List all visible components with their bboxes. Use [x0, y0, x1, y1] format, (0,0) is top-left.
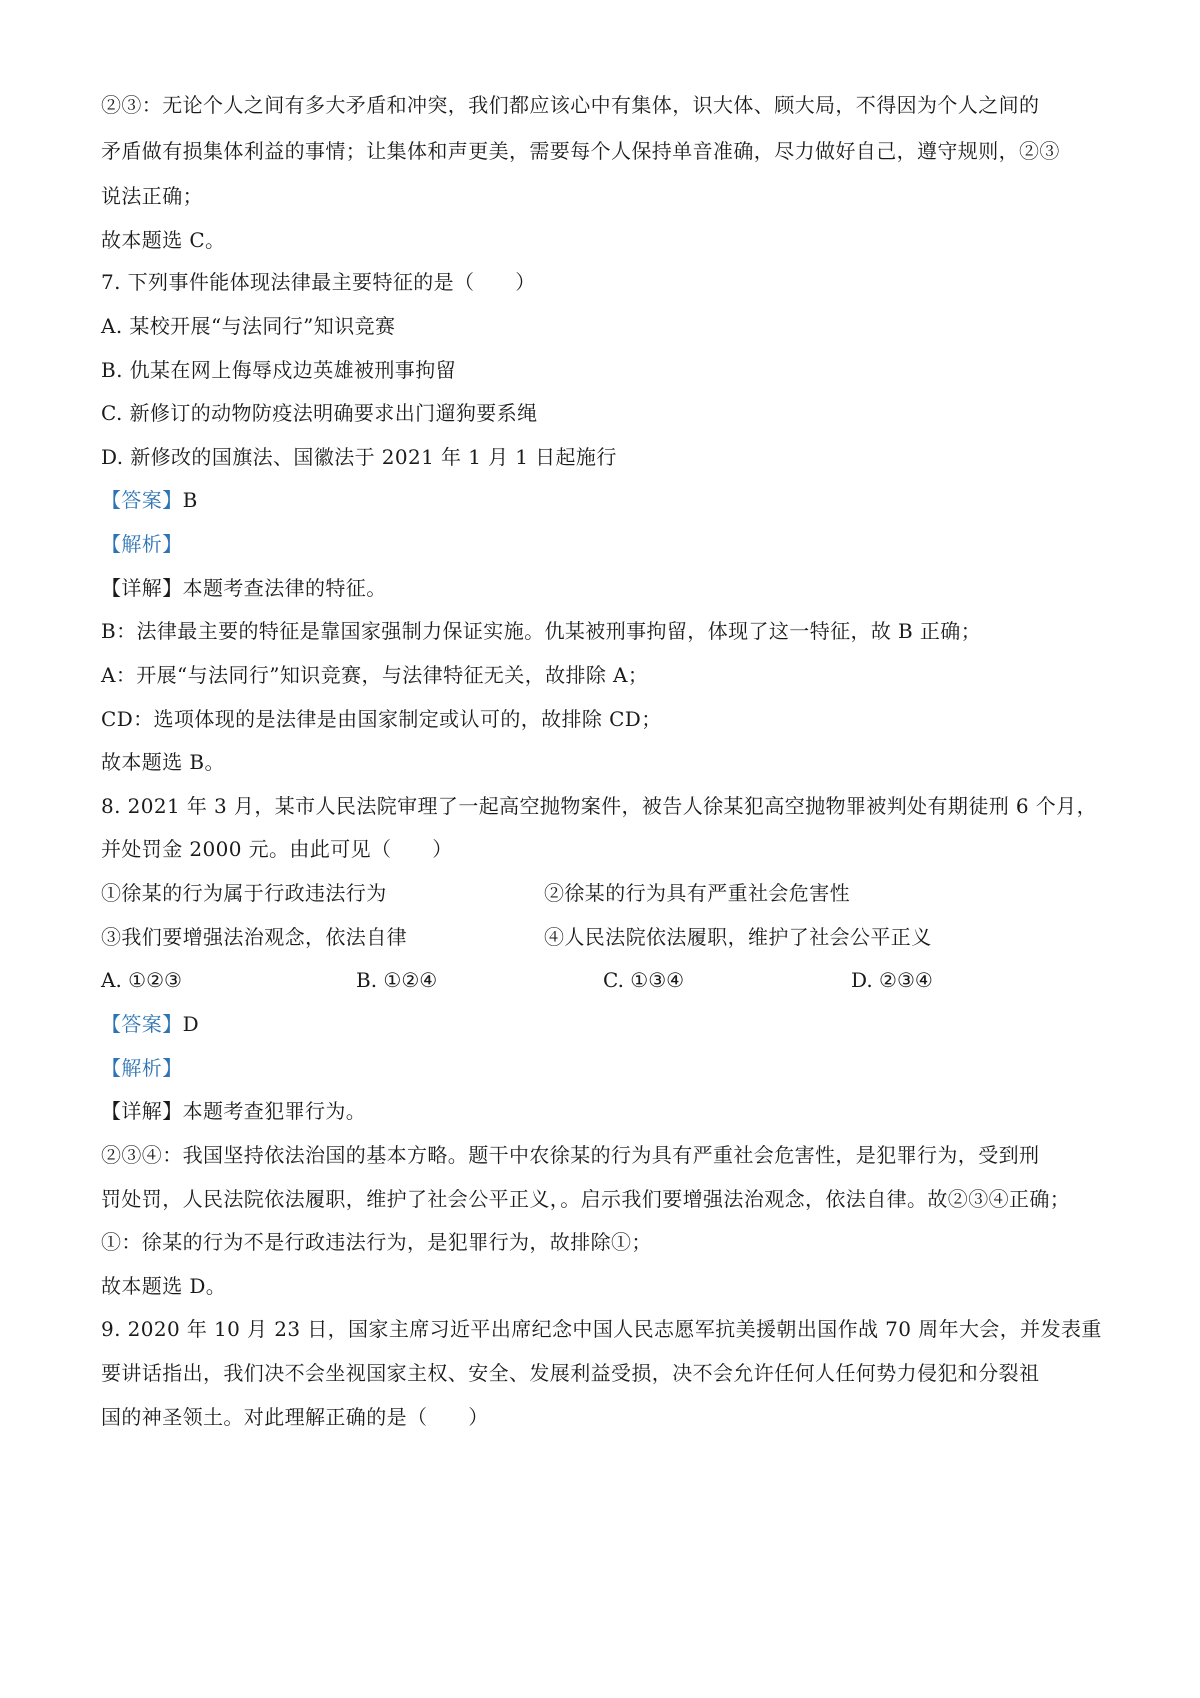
q8-statement-2: ②徐某的行为具有严重社会危害性: [544, 881, 850, 905]
q8-option-b: B. ①②④: [356, 968, 438, 992]
answer-value: D: [182, 1012, 200, 1036]
q7-option-c: C. 新修订的动物防疫法明确要求出门遛狗要系绳: [101, 401, 538, 425]
q7-option-b: B. 仇某在网上侮辱戍边英雄被刑事拘留: [101, 358, 457, 382]
q8-conclusion: 故本题选 D。: [101, 1274, 227, 1298]
q8-statement-1: ①徐某的行为属于行政违法行为: [101, 881, 387, 905]
q8-statement-3: ③我们要增强法治观念，依法自律: [101, 925, 407, 949]
q8-explanation-1: ②③④：我国坚持依法治国的基本方略。题干中农徐某的行为具有严重社会危害性，是犯罪行为，受到刑: [101, 1143, 1040, 1167]
q8-detail: 【详解】本题考查犯罪行为。: [101, 1099, 367, 1123]
q7-stem: 7. 下列事件能体现法律最主要特征的是（ ）: [101, 270, 536, 294]
q7-conclusion: 故本题选 B。: [101, 750, 225, 774]
answer-tag: 【答案】: [101, 1012, 183, 1036]
q7-option-a: A. 某校开展“与法同行”知识竞赛: [101, 314, 396, 338]
q7-explanation-1: B：法律最主要的特征是靠国家强制力保证实施。仇某被刑事拘留，体现了这一特征，故 B 正确；: [101, 619, 982, 643]
q8-statement-4: ④人民法院依法履职，维护了社会公平正义: [544, 925, 932, 949]
q8-explanation-3: ①：徐某的行为不是行政违法行为，是犯罪行为，故排除①；: [101, 1230, 652, 1254]
q8-option-a: A. ①②③: [101, 968, 182, 992]
q9-stem-line-2: 要讲话指出，我们决不会坐视国家主权、安全、发展利益受损，决不会允许任何人任何势力侵犯和分裂祖: [101, 1361, 1040, 1385]
q8-option-d: D. ②③④: [851, 968, 933, 992]
answer-tag: 【答案】: [101, 488, 183, 512]
q8-stem-line-2: 并处罚金 2000 元。由此可见（ ）: [101, 837, 453, 861]
q9-stem-line-3: 国的神圣领土。对此理解正确的是（ ）: [101, 1405, 489, 1429]
prev-explanation-line-3: 说法正确；: [101, 184, 203, 208]
q8-option-c: C. ①③④: [603, 968, 685, 992]
q8-stem-line-1: 8. 2021 年 3 月，某市人民法院审理了一起高空抛物案件，被告人徐某犯高空抛物罪被判处有期徒刑 6 个月，: [101, 794, 1097, 818]
q8-answer: [101, 1010, 199, 1038]
q7-analysis-tag: 【解析】: [101, 532, 183, 556]
q7-explanation-3: CD：选项体现的是法律是由国家制定或认可的，故排除 CD；: [101, 707, 662, 731]
q8-explanation-2: 罚处罚，人民法院依法履职，维护了社会公平正义，。启示我们要增强法治观念，依法自律。故②③④正确；: [101, 1187, 1071, 1211]
q7-explanation-2: A：开展“与法同行”知识竞赛，与法律特征无关，故排除 A；: [101, 663, 649, 687]
prev-conclusion: 故本题选 C。: [101, 228, 226, 252]
q7-answer: [101, 486, 198, 514]
q9-stem-line-1: 9. 2020 年 10 月 23 日，国家主席习近平出席纪念中国人民志愿军抗美援朝出国作战 70 周年大会，并发表重: [101, 1317, 1102, 1341]
q8-analysis-tag: 【解析】: [101, 1056, 183, 1080]
q7-detail: 【详解】本题考查法律的特征。: [101, 576, 387, 600]
answer-value: B: [182, 488, 198, 512]
prev-explanation-line-2: 矛盾做有损集体利益的事情；让集体和声更美，需要每个人保持单音准确，尽力做好自己，遵守规则，②③: [101, 139, 1060, 163]
q7-option-d: D. 新修改的国旗法、国徽法于 2021 年 1 月 1 日起施行: [101, 445, 617, 469]
prev-explanation-line-1: ②③：无论个人之间有多大矛盾和冲突，我们都应该心中有集体，识大体、顾大局，不得因为个人之间的: [101, 93, 1040, 117]
